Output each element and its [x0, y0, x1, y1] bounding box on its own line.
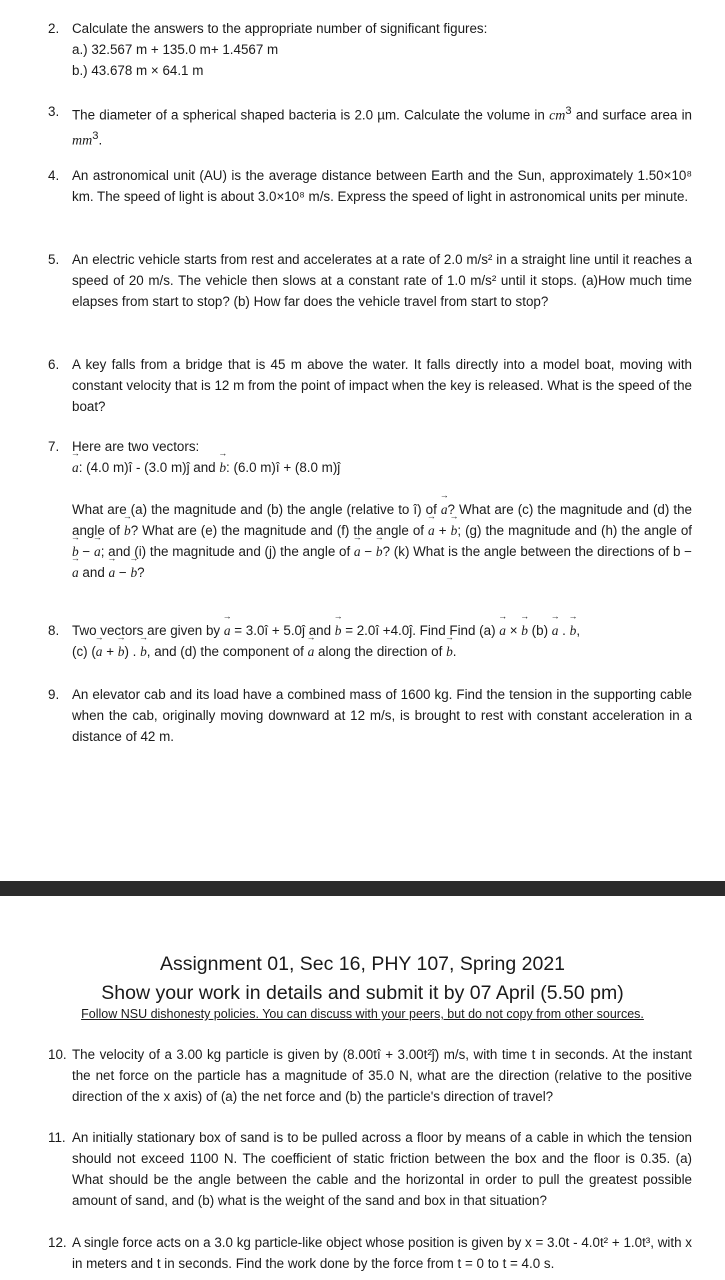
operator: − [78, 544, 94, 559]
text: Two vectors are given by [72, 623, 224, 638]
question-5 [48, 249, 692, 312]
question-text: The diameter of a spherical shaped bacteria is 2.0 µm. Calculate the volume in [72, 107, 550, 123]
vector-b: → b [140, 641, 147, 662]
text: = 3.0î + 5.0ĵ and [230, 623, 335, 638]
vector-b: → b [570, 620, 577, 641]
question-6 [48, 354, 692, 417]
question-11 [48, 1127, 692, 1211]
vector-a: → a [72, 562, 79, 583]
vector-b: → b [376, 541, 383, 562]
question-number: 3. [48, 104, 60, 119]
text: = 2.0î +4.0ĵ. Find Find (a) [341, 623, 500, 638]
exponent: 3 [565, 105, 572, 117]
text: , and (d) the component of [146, 644, 308, 659]
text: ? What are (c) the magnitude and (d) the angle of [72, 502, 692, 538]
question-text-line-1 [72, 620, 692, 641]
question-number: 5. [48, 252, 60, 267]
policy-notice: Follow NSU dishonesty policies. You can discuss with your peers, but do not copy from other sources. [81, 1007, 644, 1021]
text: ? What are (e) the magnitude and (f) the angle of [130, 523, 429, 538]
vector-a: → a [96, 641, 103, 662]
text: What are (a) the magnitude and (b) the angle (relative to î) of [72, 502, 441, 517]
vector-a: → a [72, 457, 79, 478]
vector-definitions [72, 457, 692, 478]
exponent: 3 [92, 130, 99, 143]
vector-b-components: : (6.0 m)î + (8.0 m)ĵ [226, 460, 341, 475]
page-divider [0, 881, 725, 896]
vector-a: → a [109, 562, 116, 583]
vector-a-components: : (4.0 m)î - (3.0 m)ĵ and [78, 460, 220, 475]
operator: + [102, 644, 118, 659]
submission-instructions: Show your work in details and submit it by 07 April (5.50 pm) [101, 982, 624, 1004]
vector-a: → a [224, 620, 231, 641]
question-number: 6. [48, 357, 60, 372]
question-text-line-2 [72, 641, 692, 662]
text: (b) [527, 623, 552, 638]
vector-a: → a [354, 541, 361, 562]
text: ) . [124, 644, 141, 659]
text: , [576, 623, 581, 638]
question-text: An electric vehicle starts from rest and accelerates at a rate of 2.0 m/s² in a straight line until it reaches a speed of 20 m/s. The vehicle then slows at a constant rate of 1.0 m/s² until it stops. (a)How much time elapses from start to stop? (b) How far does the vehicle travel from start to stop? [72, 252, 692, 309]
question-text: A single force acts on a 3.0 kg particle-like object whose position is given by x = 3.0t - 4.0t² + 1.0t³, with x in meters and t in seconds. Find the work done by the force from t = 0 to t = 4.0 s. [72, 1235, 692, 1271]
text: and [78, 565, 109, 580]
question-9 [48, 684, 692, 747]
vector-b: → b [118, 641, 125, 662]
text: . [452, 644, 457, 659]
text: ? (k) What is the angle between the directions of b − [382, 544, 693, 559]
question-text [72, 502, 692, 580]
operator: − [360, 544, 376, 559]
text: ? [137, 565, 145, 580]
question-10 [48, 1044, 692, 1107]
vector-b: → b [130, 562, 137, 583]
question-3 [48, 101, 692, 152]
question-text: The velocity of a 3.00 kg particle is given by (8.00tî + 3.00t²ĵ) m/s, with time t in seconds. At the instant the net force on the particle has a magnitude of 35.0 N, what are the direction (relative to the positive direction of the x axis) of (a) the net force and (b) the particle's direction of travel? [72, 1047, 692, 1104]
question-number: 2. [48, 21, 60, 36]
question-number: 9. [48, 687, 60, 702]
assignment-title: Assignment 01, Sec 16, PHY 107, Spring 2021 [159, 953, 566, 975]
question-text: Calculate the answers to the appropriate number of significant figures: [72, 21, 488, 36]
text: ; (g) the magnitude and (h) the angle of [457, 523, 692, 538]
vector-a: → a [499, 620, 506, 641]
question-12 [48, 1232, 692, 1274]
question-4 [48, 165, 692, 207]
operator: − [115, 565, 131, 580]
text: ; and (i) the magnitude and (j) the angle of [100, 544, 354, 559]
period: . [98, 132, 103, 148]
unit-mm: mm [72, 133, 93, 149]
question-text: An initially stationary box of sand is to be pulled across a floor by means of a cable in which the tension should not exceed 1100 N. The coefficient of static friction between the box and the floor is 0.35. (a) What should be the angle between the cable and the horizontal in order to pull the greatest possible amount of sand, and (b) what is the weight of the sand and box in that situation? [72, 1130, 692, 1208]
operator: × [505, 623, 522, 638]
question-text: An elevator cab and its load have a combined mass of 1600 kg. Find the tension in the supporting cable when the cab, originally moving downward at 12 m/s, is brought to rest with constant acceleration in a distance of 42 m. [72, 687, 692, 744]
vector-a: → a [441, 499, 448, 520]
vector-a: → a [552, 620, 559, 641]
vector-a: → a [308, 641, 315, 662]
text: along the direction of [314, 644, 447, 659]
question-number: 10. [48, 1047, 67, 1062]
unit-cm: cm [549, 108, 566, 124]
vector-b: → b [446, 641, 453, 662]
vectors-intro: Here are two vectors: [72, 439, 200, 454]
question-text: An astronomical unit (AU) is the average distance between Earth and the Sun, approximately 1.50×10⁸ km. The speed of light is about 3.0×10⁸ m/s. Express the speed of light in astronomical units per minute. [72, 168, 692, 204]
vector-b: → b [219, 457, 226, 478]
question-number: 8. [48, 623, 60, 638]
question-8 [48, 620, 692, 662]
question-number: 12. [48, 1235, 67, 1250]
part-a: a.) 32.567 m + 135.0 m+ 1.4567 m [72, 42, 279, 57]
vector-b: → b [521, 620, 528, 641]
operator: + [434, 523, 451, 538]
text: (c) ( [72, 644, 96, 659]
vector-b: → b [124, 520, 131, 541]
vector-a: → a [428, 520, 435, 541]
part-b: b.) 43.678 m × 64.1 m [72, 63, 204, 78]
question-number: 11. [48, 1130, 66, 1145]
question-7 [48, 436, 692, 583]
question-2 [48, 18, 692, 81]
vector-b: → b [72, 541, 79, 562]
question-text: A key falls from a bridge that is 45 m above the water. It falls directly into a model boat, moving with constant velocity that is 12 m from the point of impact when the key is released. What is the speed of the boat? [72, 357, 692, 414]
page-2 [0, 896, 725, 1280]
vector-b: → b [451, 520, 458, 541]
operator: . [558, 623, 570, 638]
vector-b: → b [335, 620, 342, 641]
question-number: 4. [48, 168, 60, 183]
vector-a: → a [94, 541, 101, 562]
question-text: and surface area in [571, 107, 693, 123]
question-number: 7. [48, 439, 60, 454]
